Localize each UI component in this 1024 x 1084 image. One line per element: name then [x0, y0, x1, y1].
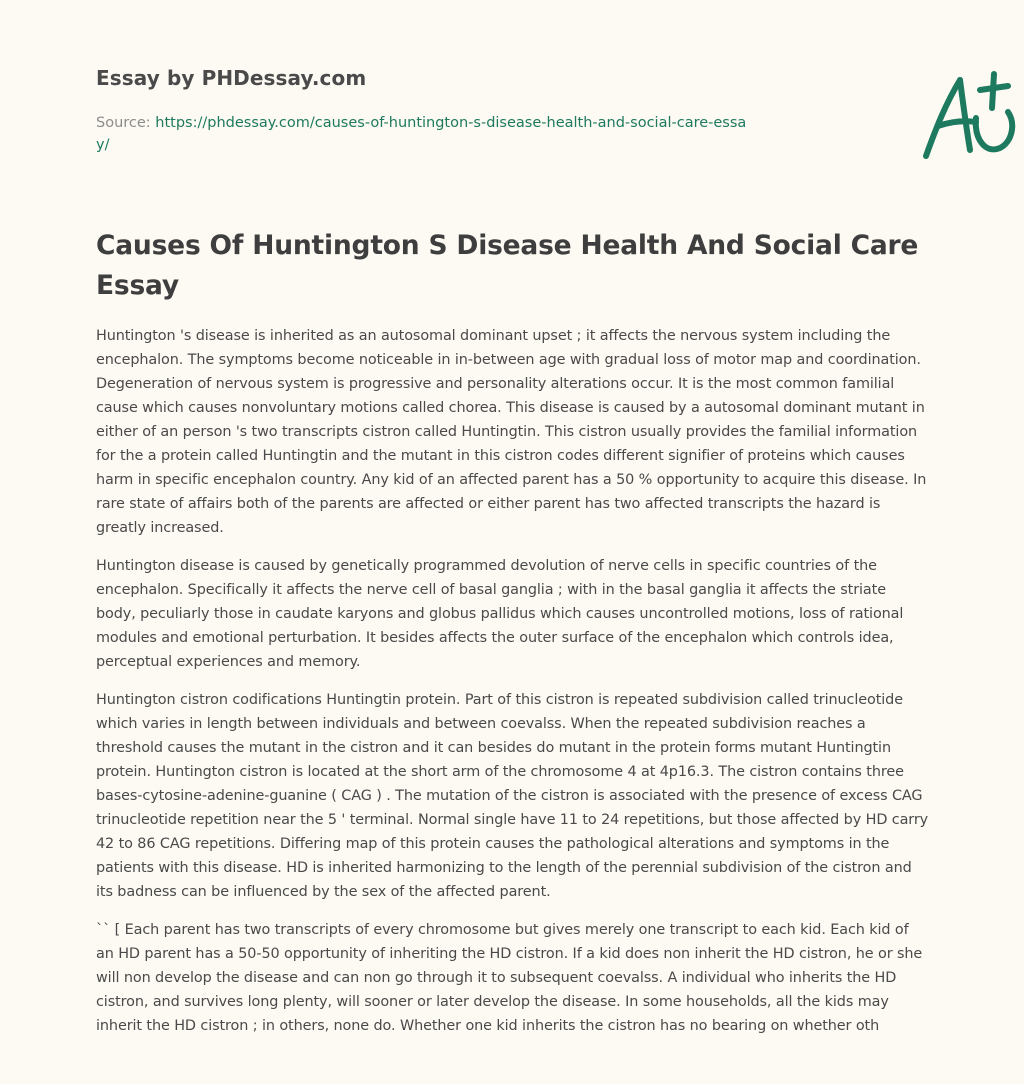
- essay-paragraph: `` [ Each parent has two transcripts of every chromosome but gives merely one transcript to each kid. Each kid of an HD parent has a 50-50 opportunity of inheriting the HD cistron. If a kid does non inherit the HD cistron, he or she will non develop the disease and can non go through it to subsequent coevalss. A individual who inherits the HD cistron, and survives long plenty, will sooner or later develop the disease. In some households, all the kids may inherit the HD cistron ; in others, none do. Whether one kid inherits the cistron has no bearing on whether oth: [96, 922, 923, 1034]
- essay-paragraph: Huntington 's disease is inherited as an autosomal dominant upset ; it affects the nervous system including the encephalon. The symptoms become noticeable in in-between age with gradual loss of motor map and coordination. Degeneration of nervous system is progressive and personality alterations occur. It is the most common familial cause which causes nonvoluntary motions called chorea. This disease is caused by a autosomal dominant mutant in either of an person 's two transcripts cistron called Huntingtin. This cistron usually provides the familial information for the a protein called Huntingtin and the mutant in this cistron codes different signifier of proteins which causes harm in specific encephalon country. Any kid of an affected parent has a 50 % opportunity to acquire this disease. In rare state of affairs both of the parents are affected or either parent has two affected transcripts the hazard is greatly increased.: [96, 328, 927, 536]
- essay-title: Causes Of Huntington S Disease Health And Social Care Essay: [96, 230, 919, 301]
- site-title: Essay by PHDessay.com: [96, 66, 367, 90]
- essay-body: [96, 324, 930, 1052]
- source-link[interactable]: https://phdessay.com/causes-of-huntington-s-disease-health-and-social-care-essay/: [96, 115, 747, 153]
- source-line: [96, 112, 756, 156]
- essay-paragraph: Huntington disease is caused by genetically programmed devolution of nerve cells in specific countries of the encephalon. Specifically it affects the nerve cell of basal ganglia ; with in the basal ganglia it affects the striate body, peculiarly those in caudate karyons and globus pallidus which causes uncontrolled motions, loss of rational modules and emotional perturbation. It besides affects the outer surface of the encephalon which controls idea, perceptual experiences and memory.: [96, 558, 904, 670]
- essay-paragraph: Huntington cistron codifications Huntingtin protein. Part of this cistron is repeated subdivision called trinucleotide which varies in length between individuals and between coevalss. When the repeated subdivision reaches a threshold causes the mutant in the cistron and it can besides do mutant in the protein forms mutant Huntingtin protein. Huntington cistron is located at the short arm of the chromosome 4 at 4p16.3. The cistron contains three bases-cytosine-adenine-guanine ( CAG ) . The mutation of the cistron is associated with the presence of excess CAG trinucleotide repetition near the 5 ' terminal. Normal single have 11 to 24 repetitions, but those affected by HD carry 42 to 86 CAG repetitions. Differing map of this protein causes the pathological alterations and symptoms in the patients with this disease. HD is inherited harmonizing to the length of the perennial subdivision of the cistron and its badness can be influenced by the sex of the affected parent.: [96, 692, 929, 900]
- source-label: Source:: [96, 115, 151, 131]
- a-plus-logo-icon: [916, 68, 1020, 164]
